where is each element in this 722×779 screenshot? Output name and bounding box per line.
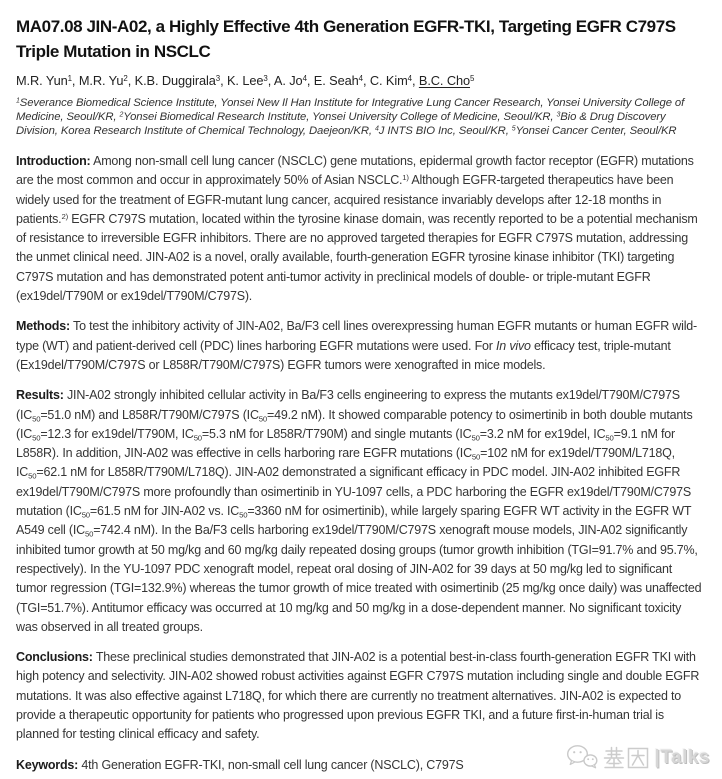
section-introduction <box>16 152 706 306</box>
section-introduction-text: Among non-small cell lung cancer (NSCLC) gene mutations, epidermal growth factor receptor (EGFR) mutations are the most common and occur in approximately 50% of Asian NSCLC.$^{1)}$ Although EGFR-targeted therapeutics have been widely used for the treatment of EGFR-mutant lung cancer, acquired resistance invariably develops after 12-18 months in patients.$^{2)}$ EGFR C797S mutation, located within the tyrosine kinase domain, was recently reported to be a potential mechanism of resistance to irreversible EGFR inhibitors. There are no approved targeted therapies for EGFR C797S mutation, addressing the unmet clinical need. JIN-A02 is a novel, orally available, fourth-generation EGFR tyrosine kinase inhibitor (TKI) targeting C797S mutation and has demonstrated potent anti-tumor activity in preclinical models of double- or triple-mutant EGFR (ex19del/T790M or ex19del/T790M/C797S). <box>16 154 698 304</box>
watermark-brand-text: |Talks <box>654 746 710 768</box>
section-methods-label: Methods: <box>16 319 70 334</box>
section-results-label: Results: <box>16 388 64 403</box>
abstract-body <box>16 152 706 775</box>
section-methods-text: To test the inhibitory activity of JIN-A02, Ba/F3 cell lines overexpressing human EGFR mutants or human EGFR wild-type (WT) and patient-derived cell (PDC) lines harboring EGFR mutations were used. For In vivo efficacy test, triple-mutant (Ex19del/T790M/C797S or L858R/T790M/C797S) EGFR tumors were xenografted in mice models. <box>16 319 697 372</box>
section-conclusions <box>16 648 706 744</box>
section-conclusions-text: These preclinical studies demonstrated that JIN-A02 is a potential best-in-class fourth-generation EGFR TKI with high potency and selectivity. JIN-A02 showed robust activities against EGFR C797S mutation including single and double EGFR mutations. It was also effective against L718Q, for which there are currently no treatment alternatives. JIN-A02 is expected to provide a therapeutic opportunity for patients who progressed upon previous EGFR TKI, and a future first-in-human trial is planned for testing clinical efficacy and safety. <box>16 650 700 742</box>
page-title: MA07.08 JIN-A02, a Highly Effective 4th Generation EGFR-TKI, Targeting EGFR C797S Triple Mutation in NSCLC <box>16 17 676 61</box>
section-keywords-text: 4th Generation EGFR-TKI, non-small cell lung cancer (NSCLC), C797S <box>81 757 464 772</box>
authors-line: M.R. Yun$^1$, M.R. Yu$^2$, K.B. Duggirala$^3$, K. Lee$^3$, A. Jo$^4$, E. Seah$^4$, C. Kim$^4$, B.C. Cho$^5$ <box>16 73 475 88</box>
section-results <box>16 386 706 637</box>
wechat-icon <box>566 744 598 771</box>
section-results-text: JIN-A02 strongly inhibited cellular activity in Ba/F3 cells engineering to express the mutants ex19del/T790M/C797S ($IC_{50}=51.0$ nM) and L858R/T790M/C797S ($IC_{50}=49.2$ nM). It showed comparable potency to osimertinib in both double mutants ($IC_{50}=12.3$ for ex19del/T790M, $IC_{50}=5.3$ nM for L858R/T790M) and single mutants ($IC_{50}=3.2$ nM for ex19del, $IC_{50}=9.1$ nM for L858R). In addition, JIN-A02 was effective in cells harboring rare EGFR mutations ($IC_{50}=102$ nM for ex19del/T790M/L718Q, $IC_{50}=62.1$ nM for L858R/T790M/L718Q). JIN-A02 demonstrated a significant efficacy in PDC model. JIN-A02 inhibited EGFR ex19del/T790M/C797S more profoundly than osimertinib in YU-1097 cells, a PDC harboring the EGFR ex19del/T790M/C797S mutation ($IC_{50}=61.5$ nM for JIN-A02 vs. $IC_{50}=3360$ nM for osimertinib), while largely sparing EGFR WT activity in the EGFR WT A549 cell ($IC_{50}=742.4$ nM). In the Ba/F3 cells harboring ex19del/T790M/C797S xenograft mouse models, JIN-A02 significantly inhibited tumor growth at 50 mg/kg and 60 mg/kg daily repeated dosing groups (tumor growth inhibition (TGI=91.7% and 95.7%, respectively). In the YU-1097 PDC xenograft model, repeat oral dosing of JIN-A02 for 39 days at 50 mg/kg led to significant tumor regression (TGI=132.9%) whereas the tumor growth of mice treated with osimertinib (25 mg/kg once daily) was unaffected (TGI=51.7%). Antitumor efficacy was occurred at 10 mg/kg and 50 mg/kg in a dose-dependent manner. No significant toxicity was observed in all treated groups. <box>16 388 702 634</box>
watermark-cjk-glyphs <box>603 746 650 769</box>
section-methods <box>16 317 706 375</box>
section-conclusions-label: Conclusions: <box>16 650 93 665</box>
section-keywords-label: Keywords: <box>16 757 79 772</box>
affiliations: $^1$Severance Biomedical Science Institute, Yonsei New Il Han Institute for Integrative Lung Cancer Research, Yonsei University College of Medicine, Seoul/KR, $^2$Yonsei Biomedical Research Institute, Yonsei University College of Medicine, Seoul/KR, $^3$Bio & Drug Discovery Division, Korea Research Institute of Chemical Technology, Daejeon/KR, $^4$J INTS BIO Inc, Seoul/KR, $^5$Yonsei Cancer Center, Seoul/KR <box>16 97 685 137</box>
watermark <box>566 744 711 771</box>
section-introduction-label: Introduction: <box>16 154 91 168</box>
